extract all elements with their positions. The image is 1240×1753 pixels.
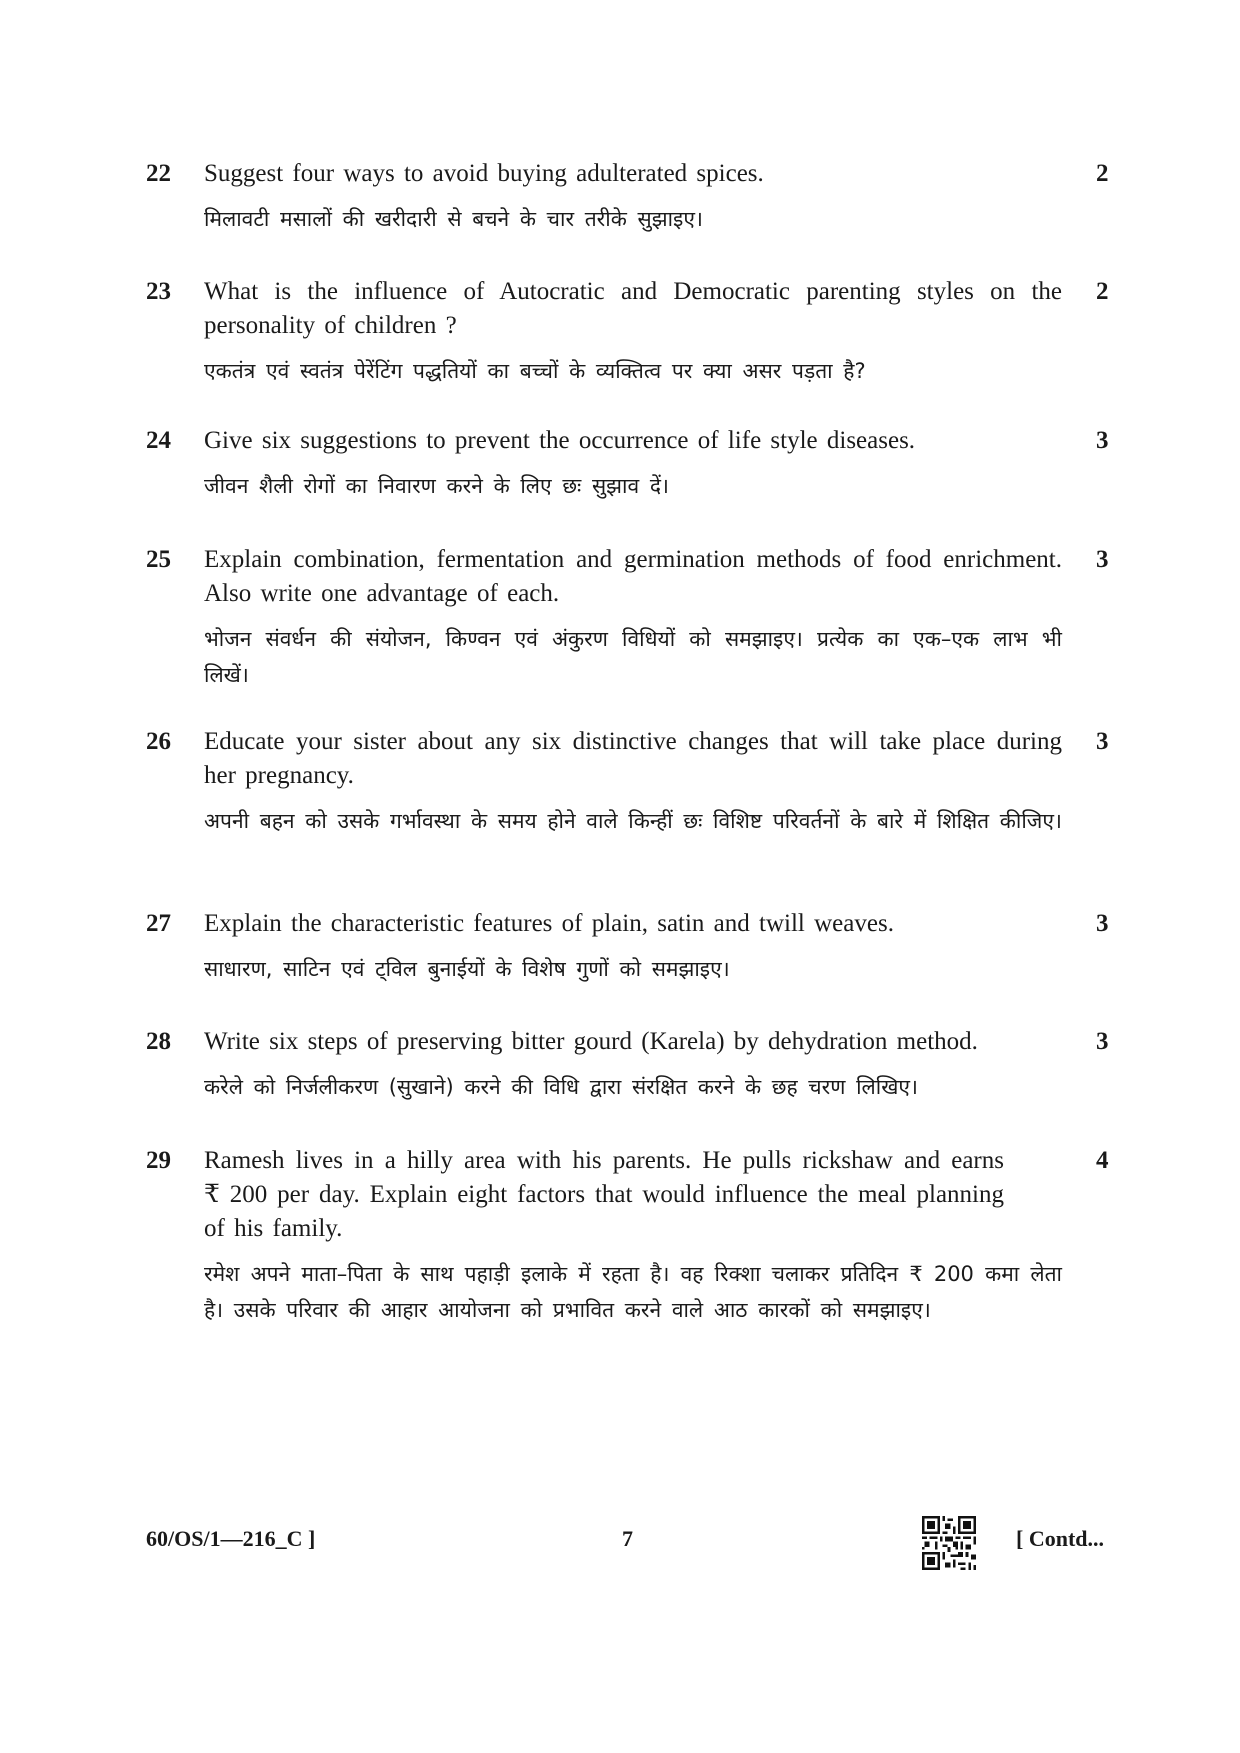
question-text-en: Ramesh lives in a hilly area with his parents. He pulls rickshaw and earns ₹ 200 per day. Explain eight factors that would influence the meal planning of his family. — [204, 1147, 1004, 1242]
question-text-en: Suggest four ways to avoid buying adulterated spices. — [204, 160, 764, 187]
question-marks: 2 — [1096, 160, 1109, 187]
question-text-en: Explain combination, fermentation and germination methods of food enrichment. Also write one advantage of each. — [204, 546, 1062, 607]
question-text-en: Give six suggestions to prevent the occurrence of life style diseases. — [204, 427, 916, 454]
page-number: 7 — [622, 1526, 633, 1551]
question-marks: 3 — [1096, 910, 1109, 937]
question-text-en: Educate your sister about any six distinctive changes that will take place during her pregnancy. — [204, 728, 1062, 789]
qr-code — [922, 1516, 976, 1570]
question-marks: 3 — [1096, 1028, 1109, 1055]
question-number: 29 — [146, 1147, 171, 1174]
question-number: 23 — [146, 278, 171, 305]
question-text-en: Write six steps of preserving bitter gourd (Karela) by dehydration method. — [204, 1028, 978, 1055]
question-marks: 4 — [1096, 1147, 1109, 1174]
question-number: 28 — [146, 1028, 171, 1055]
question-text-hi: अपनी बहन को उसके गर्भावस्था के समय होने वाले किन्हीं छः विशिष्ट परिवर्तनों के बारे में शिक्षित कीजिए। — [204, 809, 1062, 833]
question-marks: 3 — [1096, 427, 1109, 454]
question-text-hi: जीवन शैली रोगों का निवारण करने के लिए छः सुझाव दें। — [204, 474, 669, 498]
question-text-hi: भोजन संवर्धन की संयोजन, किण्वन एवं अंकुरण विधियों को समझाइए। प्रत्येक का एक–एक लाभ भी लिखें। — [204, 627, 1062, 687]
question-text-hi: साधारण, साटिन एवं ट्विल बुनाईयों के विशेष गुणों को समझाइए। — [204, 957, 730, 981]
question-marks: 2 — [1096, 278, 1109, 305]
question-number: 22 — [146, 160, 171, 187]
question-text-hi: एकतंत्र एवं स्वतंत्र पेरेंटिंग पद्धतियों का बच्चों के व्यक्तित्व पर क्या असर पड़ता है? — [204, 359, 866, 383]
question-text-en: Explain the characteristic features of plain, satin and twill weaves. — [204, 910, 894, 937]
question-text-hi: मिलावटी मसालों की खरीदारी से बचने के चार तरीके सुझाइए। — [204, 207, 703, 231]
question-marks: 3 — [1096, 728, 1109, 755]
question-text-hi: करेले को निर्जलीकरण (सुखाने) करने की विधि द्वारा संरक्षित करने के छह चरण लिखिए। — [204, 1075, 918, 1099]
question-number: 25 — [146, 546, 171, 573]
question-text-hi: रमेश अपने माता–पिता के साथ पहाड़ी इलाके में रहता है। वह रिक्शा चलाकर प्रतिदिन ₹ 200 कमा लेता है। उसके परिवार की आहार आयोजना को प्रभावित करने वाले आठ कारकों को समझाइए। — [204, 1262, 1062, 1322]
question-marks: 3 — [1096, 546, 1109, 573]
question-number: 27 — [146, 910, 171, 937]
paper-code: 60/OS/1—216_C ] — [146, 1526, 316, 1551]
question-text-en: What is the influence of Autocratic and Democratic parenting styles on the personality of children ? — [204, 278, 1062, 339]
question-number: 24 — [146, 427, 171, 454]
continued-label: [ Contd... — [1016, 1526, 1105, 1551]
question-number: 26 — [146, 728, 171, 755]
